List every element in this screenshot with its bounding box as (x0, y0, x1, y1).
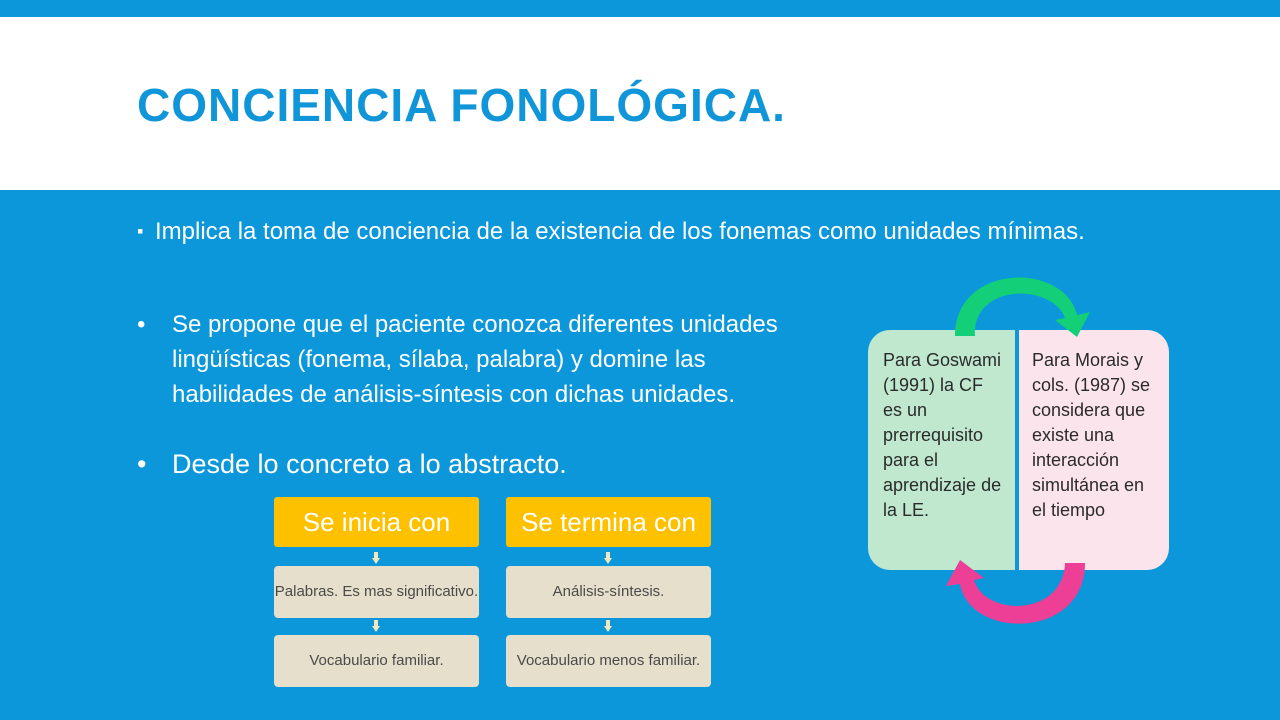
square-bullet-icon: ▪ (137, 221, 144, 241)
pink-curved-arrow-icon (946, 560, 1085, 624)
start-item-1: Palabras. Es mas significativo. (274, 566, 479, 618)
cycle-panel-morais: Para Morais y cols. (1987) se considera que existe una interacción simultánea en el tiempo (1019, 330, 1169, 570)
end-header: Se termina con (506, 497, 711, 547)
start-header: Se inicia con (274, 497, 479, 547)
dot-bullet-icon: • (137, 311, 146, 338)
dot-bullet-icon: • (137, 449, 147, 479)
bullet-concreto-text: Desde lo concreto a lo abstracto. (172, 449, 567, 479)
end-item-1: Análisis-síntesis. (506, 566, 711, 618)
end-item-2: Vocabulario menos familiar. (506, 635, 711, 687)
bullet-implica-text: Implica la toma de conciencia de la existencia de los fonemas como unidades mínimas. (155, 218, 1085, 245)
slide-title: CONCIENCIA FONOLÓGICA. (137, 79, 786, 131)
bullet-propone-text: Se propone que el paciente conozca diferentes unidades lingüísticas (fonema, sílaba, palabra) y domine las habilidades de análisis-síntesis con dichas unidades. (172, 311, 778, 408)
green-curved-arrow-icon (955, 278, 1090, 337)
start-item-2: Vocabulario familiar. (274, 635, 479, 687)
cycle-panel-goswami: Para Goswami (1991) la CF es un prerrequisito para el aprendizaje de la LE. (868, 330, 1015, 570)
